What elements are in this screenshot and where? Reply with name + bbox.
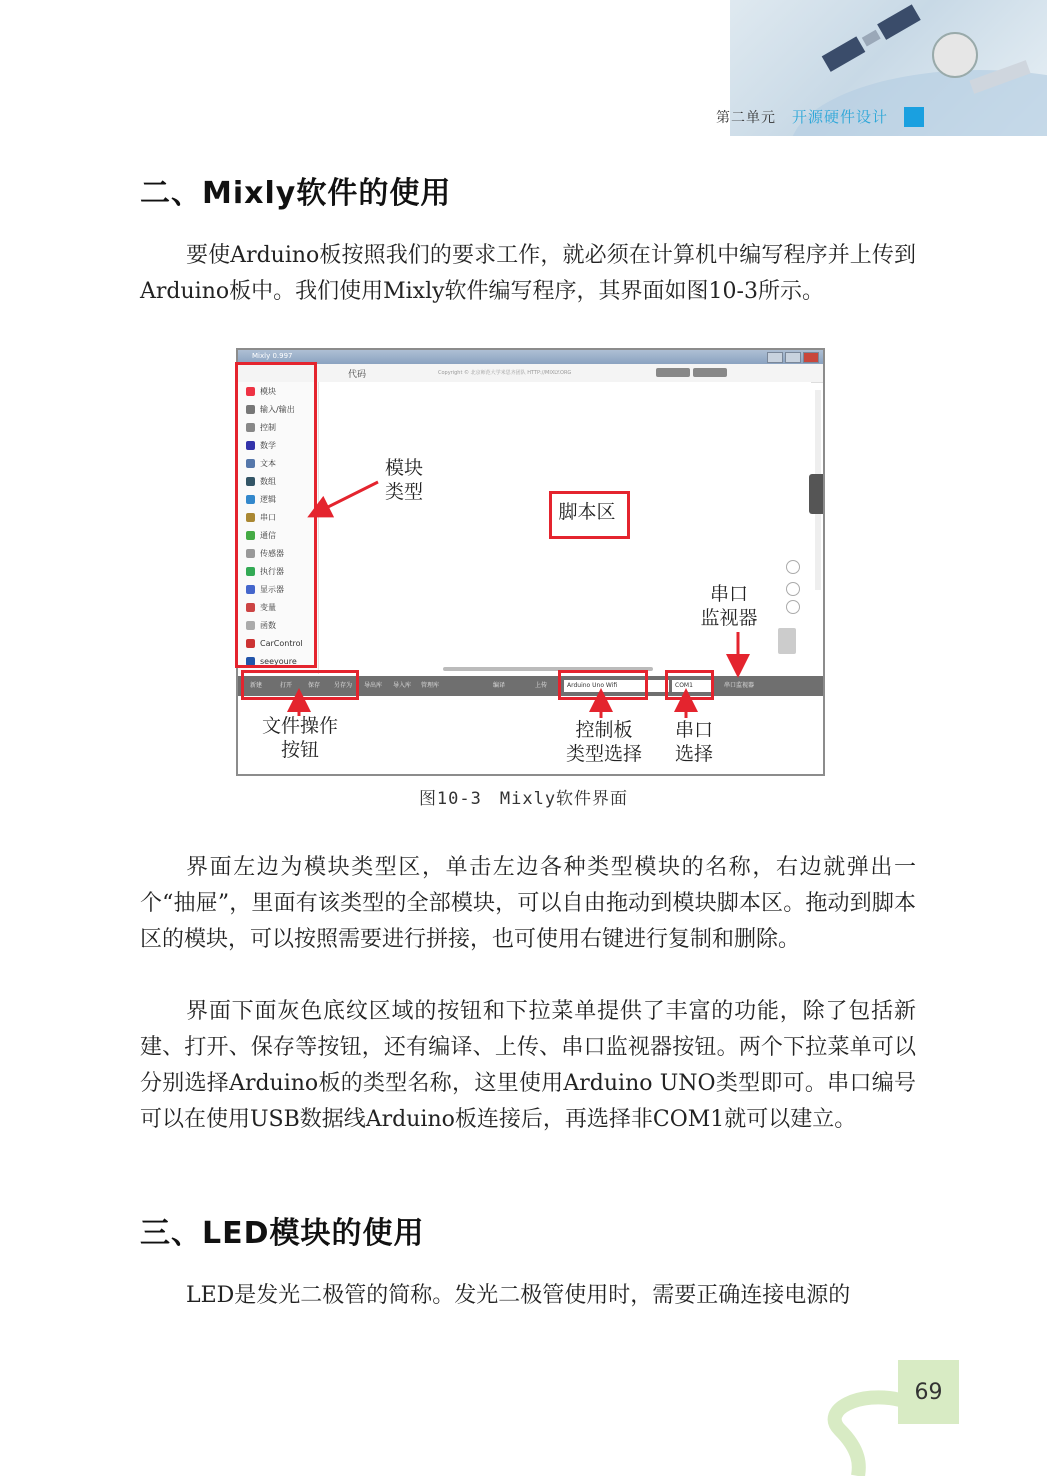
sidebar-item: 逻辑 bbox=[238, 490, 318, 508]
unit-label: 第二单元 bbox=[716, 109, 776, 126]
paragraph-led-intro: LED是发光二极管的简称。发光二极管使用时，需要正确连接电源的 bbox=[186, 1283, 851, 1308]
sidebar-item: 文本 bbox=[238, 454, 318, 472]
annotation-board-type: 控制板 类型选择 bbox=[565, 719, 642, 765]
window-title: Mixly 0.997 bbox=[252, 352, 293, 360]
figure-caption: 图10-3 Mixly软件界面 bbox=[418, 789, 629, 809]
paragraph-sidebar-explanation: 界面左边为模块类型区，单击左边各种类型模块的名称，右边就弹出一个“抽屉”，里面有该类型的全部模块，可以自由拖动到模块脚本区。拖动到脚本区的模块，可以按照需要进行拼接，也可使用右键进行复制和删除。 bbox=[140, 855, 916, 952]
save-as-button: 另存为 bbox=[334, 682, 353, 689]
sidebar-item: 传感器 bbox=[238, 544, 318, 562]
paragraph-toolbar-explanation: 界面下面灰色底纹区域的按钮和下拉菜单提供了丰富的功能，除了包括新建、打开、保存等按钮，还有编译、上传、串口监视器按钮。两个下拉菜单可以分别选择Arduino板的类型名称，这里使用Arduino UNO类型即可。串口编号可以在使用USB数据线Arduino板连接后，再选择非COM1就可以建立。 bbox=[140, 999, 916, 1132]
serial-monitor-button: 串口监视器 bbox=[724, 682, 755, 689]
unit-topic: 开源硬件设计 bbox=[792, 108, 889, 126]
sidebar-item: 函数 bbox=[238, 616, 318, 634]
sidebar-item: 执行器 bbox=[238, 562, 318, 580]
annotation-script-area: 脚本区 bbox=[558, 501, 616, 523]
sidebar-item: CarControl bbox=[238, 634, 318, 652]
sidebar-item: 数学 bbox=[238, 436, 318, 454]
sidebar-item: 变量 bbox=[238, 598, 318, 616]
sidebar-item: 控制 bbox=[238, 418, 318, 436]
code-tab: 代码 bbox=[348, 370, 367, 380]
import-lib-button: 导入库 bbox=[393, 682, 412, 689]
paragraph-intro: 要使Arduino板按照我们的要求工作，就必须在计算机中编写程序并上传到Arduino板中。我们使用Mixly软件编写程序，其界面如图10-3所示。 bbox=[140, 243, 916, 304]
arrow-module-type bbox=[318, 482, 378, 512]
upload-button: 上传 bbox=[535, 682, 548, 689]
section-heading-led: 三、LED模块的使用 bbox=[140, 1216, 425, 1251]
annotation-com-select: 串口 选择 bbox=[674, 719, 713, 765]
export-lib-button: 导出库 bbox=[364, 682, 383, 689]
open-button: 打开 bbox=[280, 682, 293, 689]
sidebar-item: 模块 bbox=[238, 382, 318, 400]
page-number: 69 bbox=[898, 1360, 959, 1424]
new-button: 新建 bbox=[250, 682, 263, 689]
sidebar-item: 输入/输出 bbox=[238, 400, 318, 418]
sidebar-item: 显示器 bbox=[238, 580, 318, 598]
annotation-file-ops: 文件操作 按钮 bbox=[261, 715, 338, 761]
sidebar-item: 串口 bbox=[238, 508, 318, 526]
sidebar-item: 数组 bbox=[238, 472, 318, 490]
annotation-module-type: 模块 类型 bbox=[384, 457, 423, 503]
section-heading-mixly: 二、Mixly软件的使用 bbox=[140, 176, 452, 211]
annotation-serial-monitor: 串口 监视器 bbox=[700, 583, 758, 629]
compile-button: 编译 bbox=[493, 682, 506, 689]
sidebar-item: 通信 bbox=[238, 526, 318, 544]
copyright-text: Copyright © 北京师范大学米思齐团队 HTTP://MIXLY.ORG bbox=[438, 370, 572, 376]
save-button: 保存 bbox=[308, 682, 321, 689]
board-type-select: Arduino Uno Wifi bbox=[564, 680, 669, 692]
sidebar-item: seeyoure bbox=[238, 652, 318, 670]
manage-lib-button: 管理库 bbox=[421, 682, 440, 689]
com-port-select: COM1 bbox=[672, 680, 713, 692]
